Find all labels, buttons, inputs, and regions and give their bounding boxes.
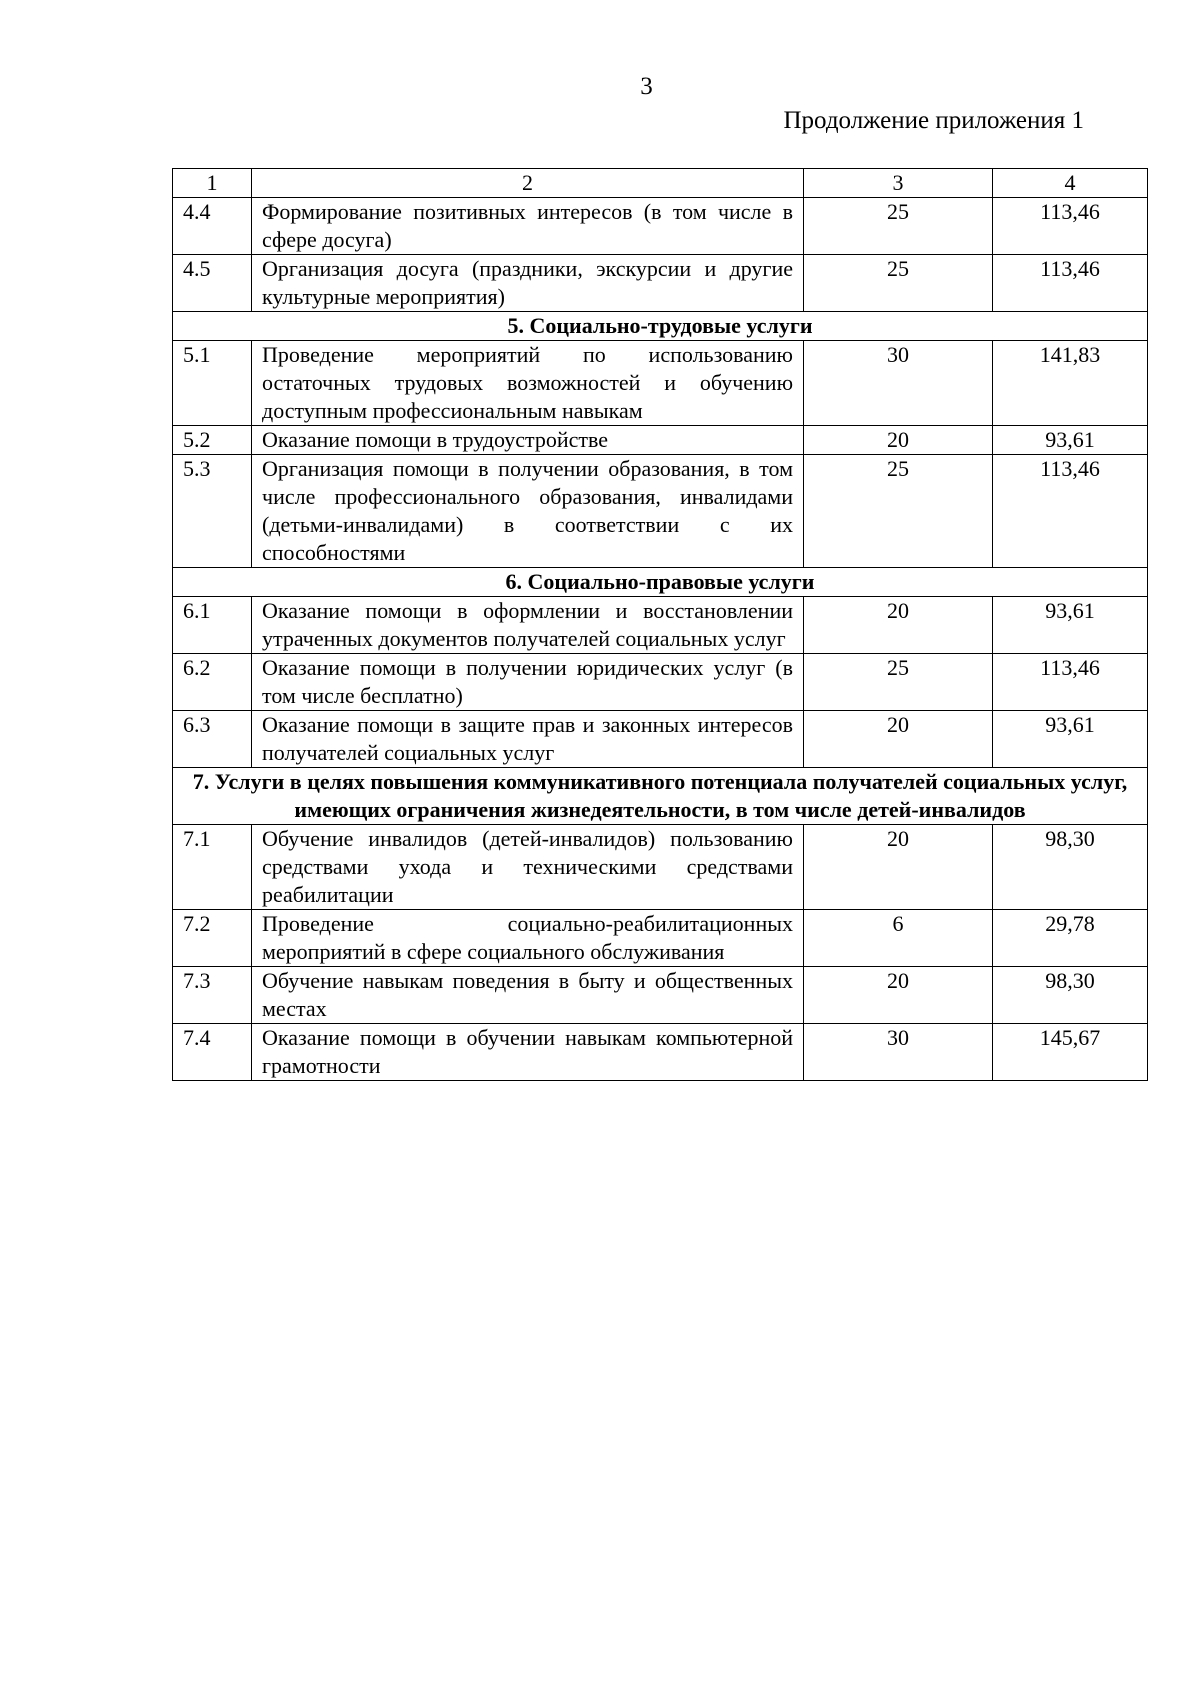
service-number: 7.2 (173, 910, 252, 967)
column-number: 4 (993, 169, 1148, 198)
service-name: Оказание помощи в обучении навыкам компьютерной грамотности (252, 1024, 804, 1081)
section-heading: 7. Услуги в целях повышения коммуникативного потенциала получателей социальных услуг, имеющих ограничения жизнедеятельности, в том числе детей-инвалидов (173, 768, 1148, 825)
service-price: 145,67 (993, 1024, 1148, 1081)
service-duration: 20 (804, 825, 993, 910)
service-price: 93,61 (993, 711, 1148, 768)
service-duration: 20 (804, 426, 993, 455)
service-price: 113,46 (993, 455, 1148, 568)
service-name: Оказание помощи в оформлении и восстановлении утраченных документов получателей социальных услуг (252, 597, 804, 654)
service-row (173, 1024, 1148, 1081)
service-number: 7.1 (173, 825, 252, 910)
service-number: 6.2 (173, 654, 252, 711)
services-table-body (173, 169, 1148, 1081)
service-row (173, 341, 1148, 426)
service-duration: 30 (804, 1024, 993, 1081)
service-price: 141,83 (993, 341, 1148, 426)
service-number: 7.3 (173, 967, 252, 1024)
section-heading-row (173, 312, 1148, 341)
service-name: Организация помощи в получении образования, в том числе профессионального образования, инвалидами (детьми-инвалидами) в соответствии с их способностями (252, 455, 804, 568)
service-duration: 25 (804, 455, 993, 568)
service-number: 5.2 (173, 426, 252, 455)
service-price: 113,46 (993, 198, 1148, 255)
appendix-continuation-label: Продолжение приложения 1 (783, 107, 1084, 134)
section-heading: 5. Социально-трудовые услуги (173, 312, 1148, 341)
service-name: Оказание помощи в получении юридических услуг (в том числе бесплатно) (252, 654, 804, 711)
service-price: 98,30 (993, 967, 1148, 1024)
service-duration: 20 (804, 711, 993, 768)
service-duration: 20 (804, 967, 993, 1024)
service-row (173, 255, 1148, 312)
column-number: 2 (252, 169, 804, 198)
page-number: 3 (640, 73, 653, 100)
service-name: Проведение мероприятий по использованию остаточных трудовых возможностей и обучению доступным профессиональным навыкам (252, 341, 804, 426)
services-table (172, 168, 1148, 1081)
service-row (173, 825, 1148, 910)
service-price: 93,61 (993, 597, 1148, 654)
service-duration: 25 (804, 198, 993, 255)
column-number-row (173, 169, 1148, 198)
service-row (173, 910, 1148, 967)
service-number: 5.1 (173, 341, 252, 426)
service-price: 93,61 (993, 426, 1148, 455)
service-row (173, 654, 1148, 711)
service-duration: 25 (804, 255, 993, 312)
column-number: 3 (804, 169, 993, 198)
service-number: 5.3 (173, 455, 252, 568)
service-row (173, 597, 1148, 654)
service-duration: 20 (804, 597, 993, 654)
service-name: Формирование позитивных интересов (в том числе в сфере досуга) (252, 198, 804, 255)
service-duration: 6 (804, 910, 993, 967)
service-price: 98,30 (993, 825, 1148, 910)
service-number: 6.1 (173, 597, 252, 654)
service-number: 7.4 (173, 1024, 252, 1081)
service-duration: 25 (804, 654, 993, 711)
service-row (173, 198, 1148, 255)
service-name: Обучение навыкам поведения в быту и общественных местах (252, 967, 804, 1024)
section-heading: 6. Социально-правовые услуги (173, 568, 1148, 597)
service-number: 4.4 (173, 198, 252, 255)
service-name: Обучение инвалидов (детей-инвалидов) пользованию средствами ухода и техническими средствами реабилитации (252, 825, 804, 910)
service-name: Организация досуга (праздники, экскурсии и другие культурные мероприятия) (252, 255, 804, 312)
service-row (173, 967, 1148, 1024)
service-price: 113,46 (993, 654, 1148, 711)
service-name: Оказание помощи в защите прав и законных интересов получателей социальных услуг (252, 711, 804, 768)
service-number: 4.5 (173, 255, 252, 312)
service-price: 113,46 (993, 255, 1148, 312)
service-row (173, 455, 1148, 568)
service-row (173, 426, 1148, 455)
service-row (173, 711, 1148, 768)
service-name: Оказание помощи в трудоустройстве (252, 426, 804, 455)
service-price: 29,78 (993, 910, 1148, 967)
service-number: 6.3 (173, 711, 252, 768)
section-heading-row (173, 568, 1148, 597)
section-heading-row (173, 768, 1148, 825)
service-name: Проведение социально-реабилитационных мероприятий в сфере социального обслуживания (252, 910, 804, 967)
service-duration: 30 (804, 341, 993, 426)
column-number: 1 (173, 169, 252, 198)
